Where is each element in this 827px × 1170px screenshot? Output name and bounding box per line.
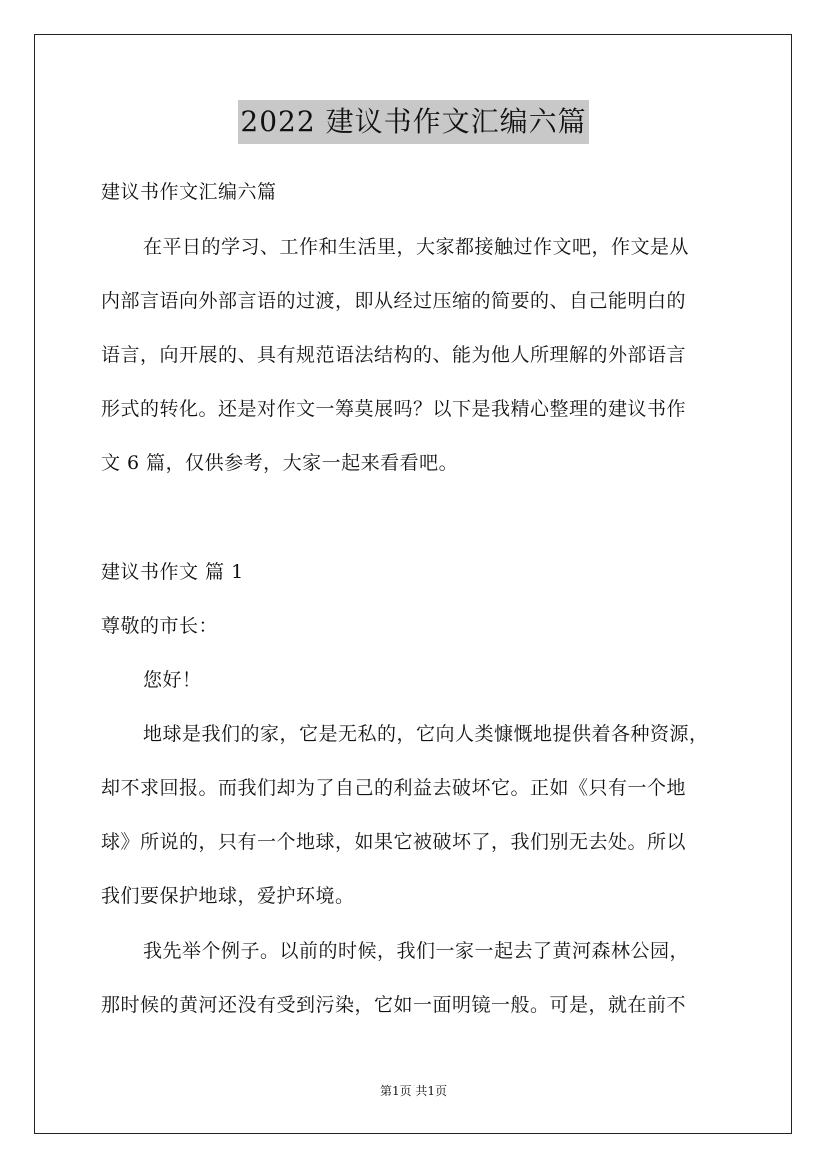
intro-line: 语言，向开展的、具有规范语法结构的、能为他人所理解的外部语言	[101, 344, 687, 366]
greeting: 您好！	[143, 669, 202, 691]
intro-line: 内部言语向外部言语的过渡，即从经过压缩的简要的、自己能明白的	[101, 290, 687, 312]
paragraph-line: 球》所说的，只有一个地球，如果它被破坏了，我们别无去处。所以	[101, 831, 687, 853]
intro-line: 形式的转化。还是对作文一筹莫展吗？以下是我精心整理的建议书作	[101, 398, 687, 420]
document-title-wrap	[0, 100, 827, 144]
paragraph-line: 地球是我们的家，它是无私的，它向人类慷慨地提供着各种资源，	[143, 723, 709, 745]
paragraph-line: 那时候的黄河还没有受到污染，它如一面明镜一般。可是，就在前不	[101, 994, 687, 1016]
document-title: 2022 建议书作文汇编六篇	[238, 100, 588, 144]
section-heading: 建议书作文 篇 1	[101, 561, 244, 583]
document-subtitle: 建议书作文汇编六篇	[101, 181, 277, 203]
salutation: 尊敬的市长：	[101, 615, 219, 637]
paragraph-line: 却不求回报。而我们却为了自己的利益去破坏它。正如《只有一个地	[101, 777, 687, 799]
page-footer: 第1页 共1页	[379, 1084, 448, 1098]
paragraph-line: 我先举个例子。以前的时候，我们一家一起去了黄河森林公园，	[143, 940, 690, 962]
paragraph-line: 我们要保护地球，爱护环境。	[101, 885, 355, 907]
intro-line: 文 6 篇，仅供参考，大家一起来看看吧。	[101, 452, 459, 474]
intro-line: 在平日的学习、工作和生活里，大家都接触过作文吧，作文是从	[143, 236, 690, 258]
